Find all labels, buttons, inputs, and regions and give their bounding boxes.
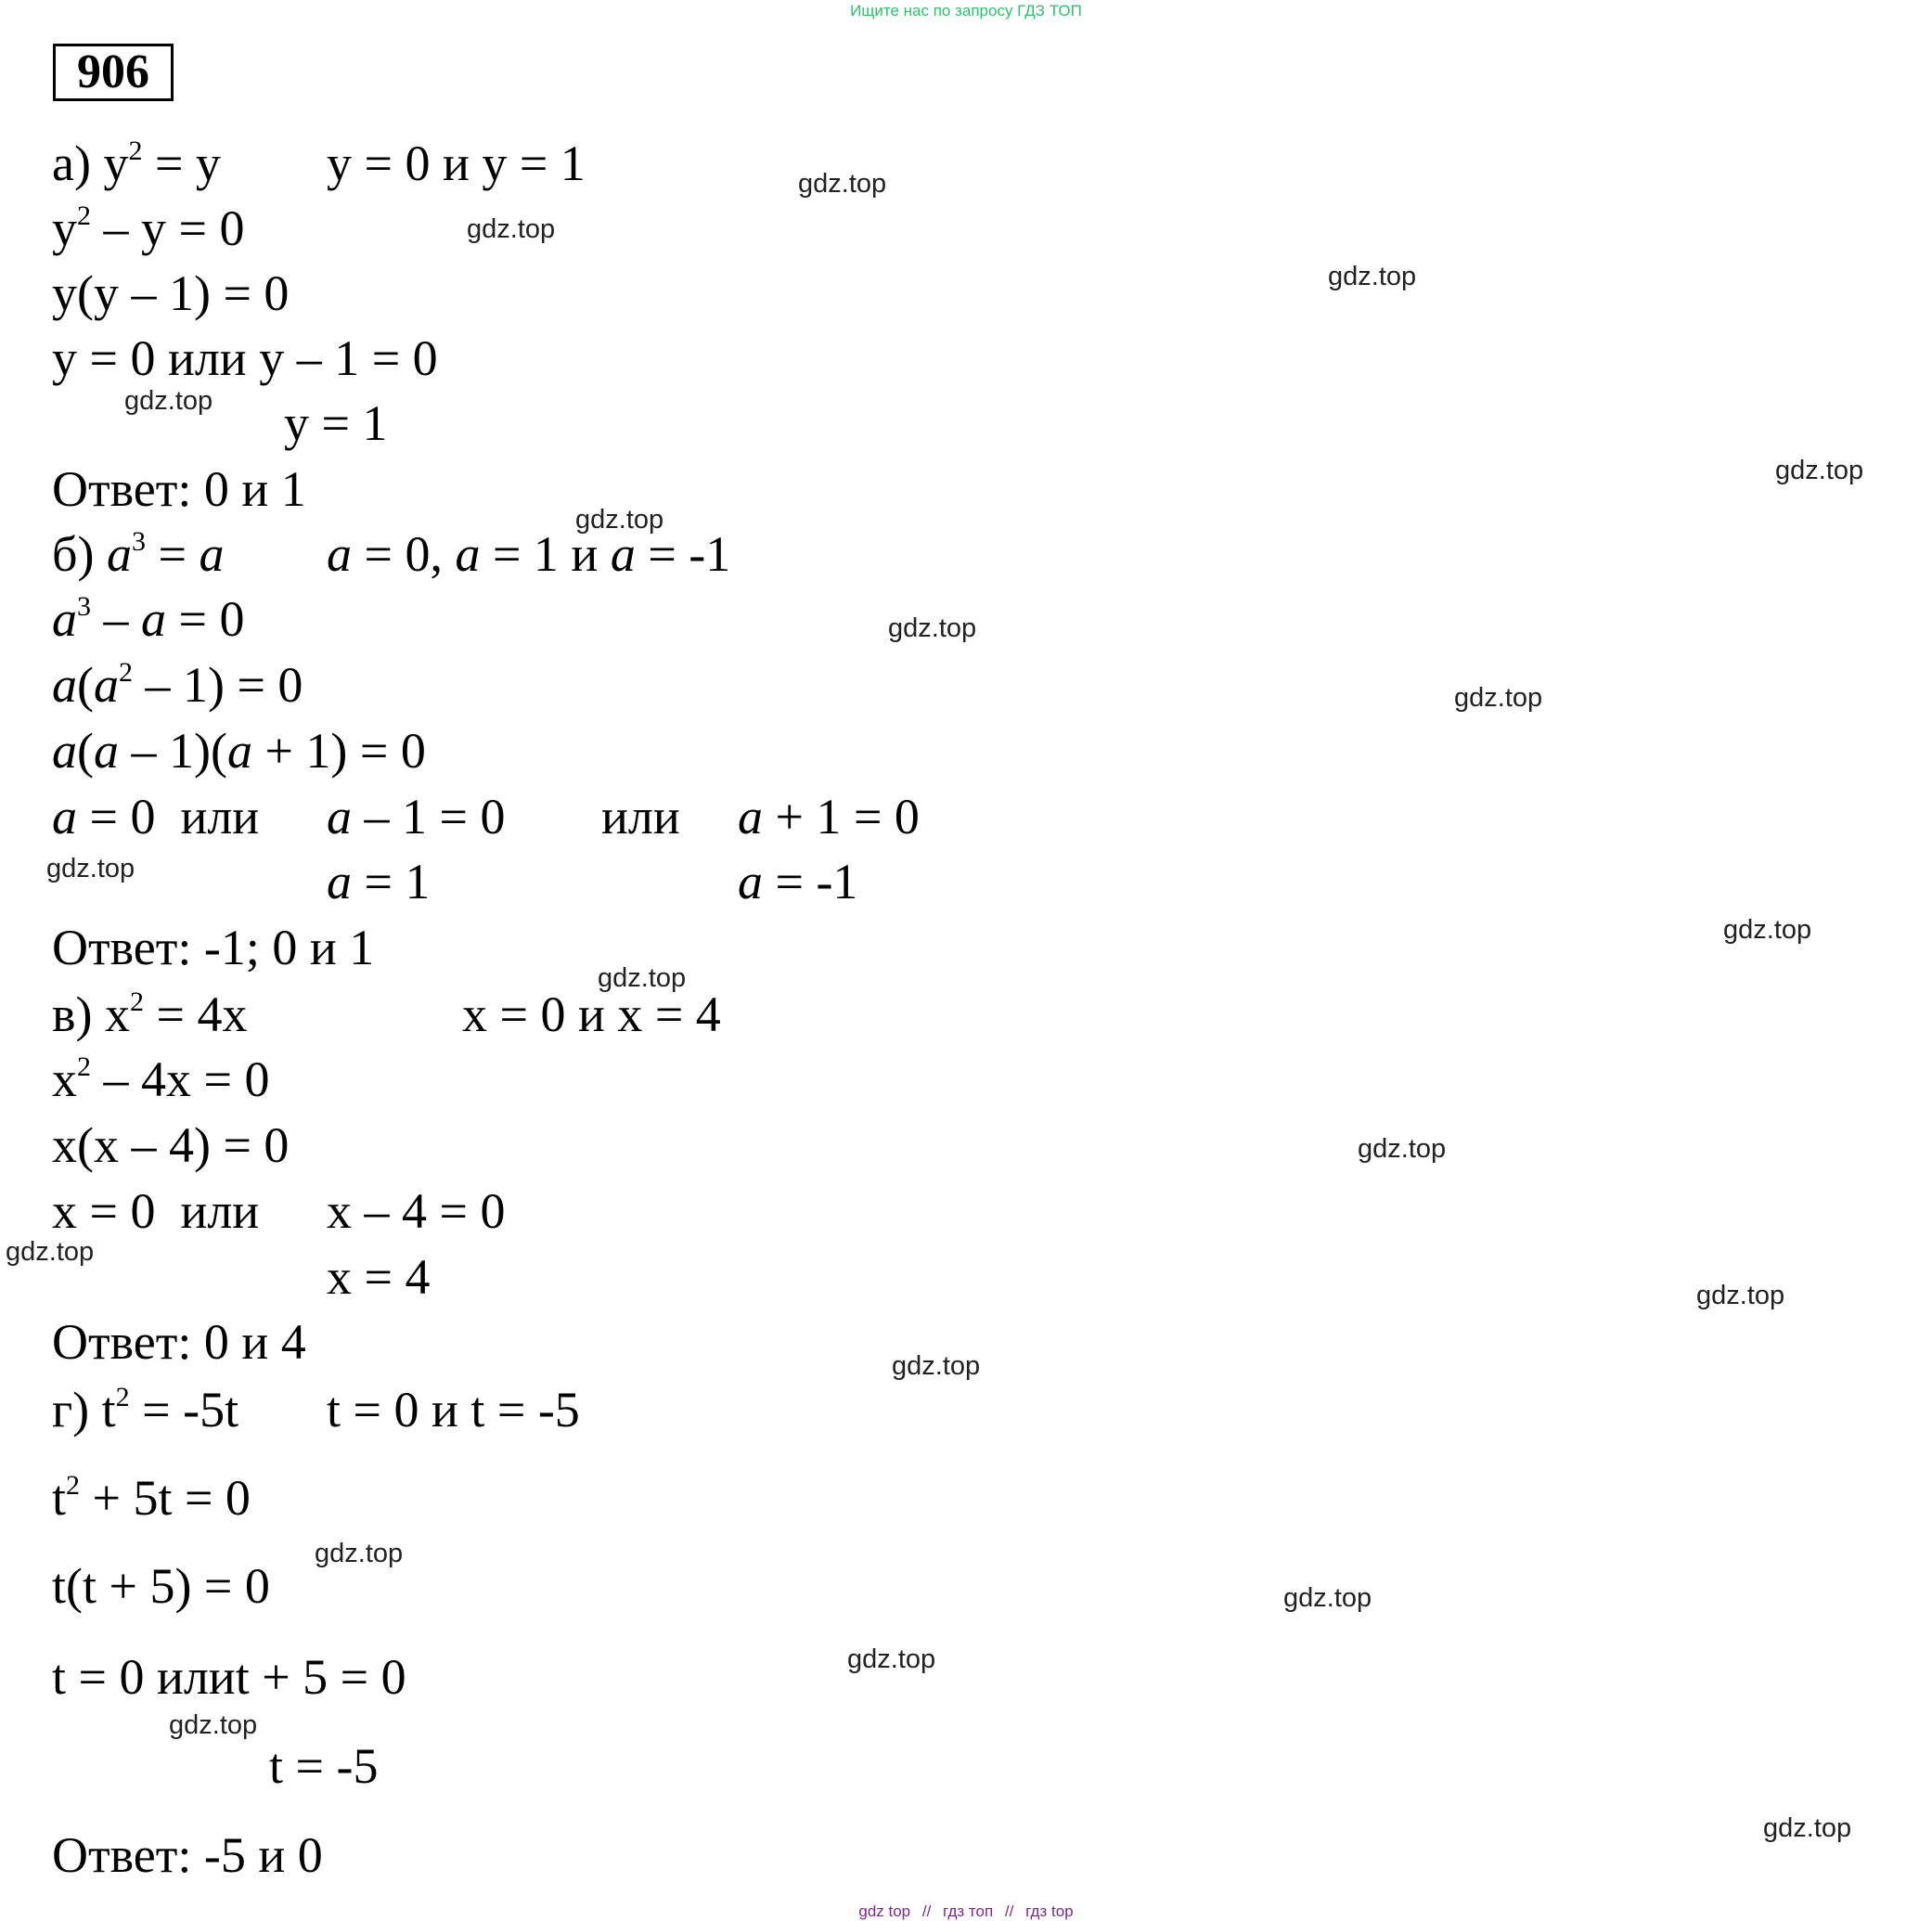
watermark: gdz.top [847,1644,936,1674]
watermark: gdz.top [798,169,887,199]
part-b-line-2: $a(a^2 - 1) = 0$ [52,657,303,713]
footer-item: gdz top [858,1902,911,1920]
part-v-answer: Ответ: 0 и 4 [52,1314,306,1370]
part-v-line-3-col-2: x – 4 = 0 [327,1183,506,1239]
watermark: gdz.top [315,1539,404,1568]
watermark: gdz.top [1328,262,1417,291]
part-v-equation: в) $x^2 = 4x$ [52,986,248,1042]
part-b-equation: б) $a^3 = a$ [52,526,225,582]
part-b-line-1: $a^3 - a = 0$ [52,591,245,647]
watermark: gdz.top [124,386,213,416]
watermark: gdz.top [892,1351,981,1381]
watermark: gdz.top [1283,1583,1372,1613]
watermark: gdz.top [598,963,687,993]
watermark: gdz.top [1763,1813,1852,1843]
part-v-line-1: $x^2 - 4x = 0$ [52,1051,270,1107]
part-v-roots: x = 0 и x = 4 [462,986,721,1042]
watermark: gdz.top [1696,1281,1785,1310]
part-g-line-2: t(t + 5) = 0 [52,1558,270,1614]
part-g-roots: t = 0 и t = -5 [327,1382,580,1438]
part-b-line-3: a(a – 1)(a + 1) = 0 [52,723,426,779]
part-b-line-4-col-4: a + 1 = 0 [738,789,920,844]
header-note: Ищите нас по запросу ГДЗ ТОП [850,2,1082,19]
part-b-line-4-col-3: или [601,789,680,844]
watermark: gdz.top [575,505,664,535]
watermark: gdz.top [1775,456,1864,485]
problem-number: 906 [53,44,174,101]
part-b-line-4-col-1: a = 0 или [52,789,260,844]
watermark: gdz.top [1358,1134,1447,1164]
watermark: gdz.top [1723,915,1812,945]
watermark: gdz.top [888,613,977,643]
part-a-line-1: $y^2 - y = 0$ [52,200,245,256]
part-g-equation: г) $t^2 = -5t$ [52,1382,239,1438]
part-g-line-1: $t^2 + 5t = 0$ [52,1470,251,1526]
part-b-answer: Ответ: -1; 0 и 1 [52,920,375,975]
part-g-answer: Ответ: -5 и 0 [52,1827,323,1883]
part-a-roots: y = 0 и y = 1 [327,135,586,191]
watermark: gdz.top [6,1237,95,1267]
footer-item: гдз топ [943,1902,994,1920]
part-a-answer: Ответ: 0 и 1 [52,461,306,517]
footer-separator: // [1004,1902,1014,1920]
watermark: gdz.top [467,214,556,244]
part-a-line-2: y(y – 1) = 0 [52,265,290,321]
part-a-equation: а) $y^2 = y$ [52,135,221,191]
part-g-line-3: t = 0 илиt + 5 = 0 [52,1649,406,1705]
watermark: gdz.top [46,854,135,883]
part-v-line-4: x = 4 [327,1249,431,1305]
part-g-line-4: t = -5 [269,1738,379,1794]
footer-separator: // [921,1902,932,1920]
footer-item: гдз top [1025,1902,1074,1920]
footer-note [0,1902,1932,1921]
part-v-line-3-col-1: x = 0 или [52,1183,260,1239]
watermark: gdz.top [1454,683,1543,713]
part-a-line-3: y = 0 или y – 1 = 0 [52,330,438,386]
part-b-roots: a = 0, a = 1 и a = -1 [327,526,731,582]
part-b-line-5-col-2: a = 1 [327,854,431,909]
part-a-line-4: y = 1 [284,395,388,451]
part-v-line-2: x(x – 4) = 0 [52,1117,290,1173]
part-b-line-5-col-4: a = -1 [738,854,858,909]
part-b-line-4-col-2: a – 1 = 0 [327,789,506,844]
watermark: gdz.top [169,1710,258,1740]
